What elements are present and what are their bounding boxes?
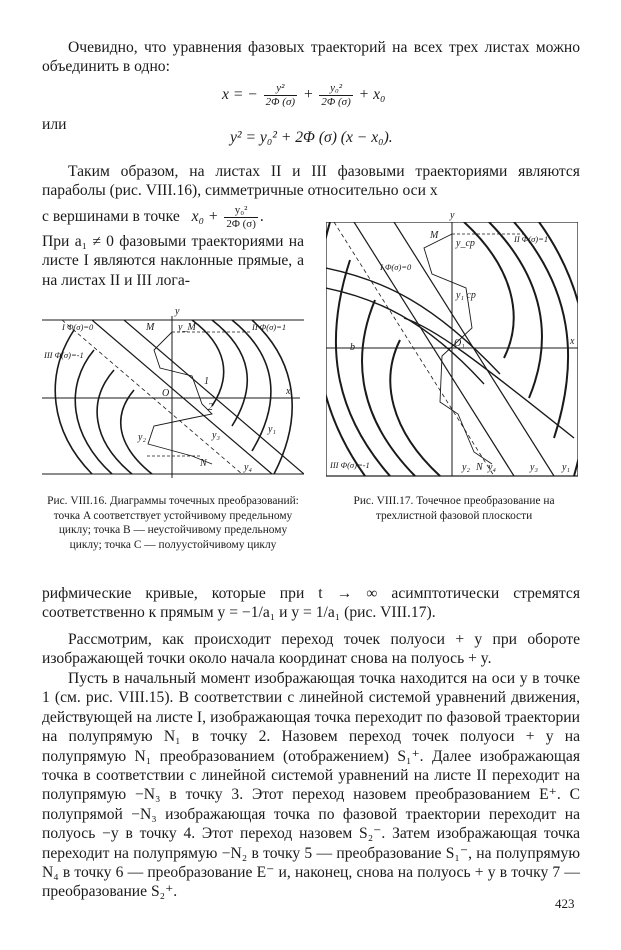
paragraph-4: Пусть в начальный момент изображающая точка находится на оси y в точке 1 (см. рис. VIII.15). В соответствии с линейной системой уравнений движения, действующей на листе I, изображающая точка переходит по фазовой траектории на полупрямую N₁ в точку 2. Назовем переход точек полуоси + y на полупрямую N₁ преобразованием (отображением) S₁⁺. Далее изображающая точка в соответствии с линейной системой уравнений на листе II переходит на полупрямую −N₃ в точку 3. Этот переход назовем преобразованием E⁺. С полупрямой −N₃ изображающая точка по фазовой траектории переходит на полуось −y в точку 4. Этот переход назовем S₂⁻. Затем изображающая точка переходит на полупрямую −N₂ в точку 5 — преобразование S₁⁻, на полупрямую N₄ в точку 6 — преобразование E⁻ и, наконец, снова на полуось + y в точку 7 — преобразование S₂⁺. <box>42 670 580 901</box>
fig17-sheet3-label: III Φ(σ)=-1 <box>330 460 370 470</box>
fig16-point2-label: 2 <box>208 402 213 413</box>
fig17-y1-label: y₁ <box>562 462 570 473</box>
fig17-O1-label: O₁ <box>454 338 465 349</box>
fig16-y2-label: y₂ <box>138 432 146 443</box>
fig17-y4-label: y₄ <box>488 462 496 473</box>
fig16-sheet2-label: II Φ(σ)=1 <box>252 322 287 332</box>
fig16-O-label: O <box>162 388 170 399</box>
fig17-x-label: x <box>570 336 575 347</box>
caption-figure-viii-16: Рис. VIII.16. Диаграммы точечных преобразований: точка A соответствует устойчивому предельному циклу; точка B — неустойчивому предельному циклу; точка C — полуустойчивому циклу <box>47 495 299 551</box>
fig17-y1cp-label: y₁ ср <box>456 290 476 301</box>
vertex-x0: x₀ + <box>191 208 219 226</box>
fig16-sheet1-label: I Φ(σ)=0 <box>62 322 94 332</box>
fig17-sheet1-label: I Φ(σ)=0 <box>380 262 412 272</box>
fig17-y-label: y <box>450 210 455 221</box>
eq1-fraction-1 <box>264 82 297 109</box>
fig16-M-label: M <box>146 322 155 333</box>
paragraph-1-line3 <box>42 204 264 231</box>
figure-viii-17 <box>324 208 580 478</box>
eq1-lhs: x = − <box>222 86 258 104</box>
fig17-y3-label: y₃ <box>530 462 538 473</box>
intro-paragraph: Очевидно, что уравнения фазовых траекторий на всех трех листах можно объединить в одно: <box>42 39 580 76</box>
or-word: или <box>42 116 67 133</box>
eq1-den1: 2Φ (σ) <box>265 96 296 108</box>
vertex-end: . <box>259 208 264 226</box>
fig17-sheet2-label: II Φ(σ)=1 <box>514 234 549 244</box>
figure-viii-16 <box>42 306 304 488</box>
fig17-ycp-label: y_ср <box>456 238 475 249</box>
equation-1 <box>222 82 385 109</box>
caption-figure-viii-17: Рис. VIII.17. Точечное преобразование на трехлистной фазовой плоскости <box>353 495 555 522</box>
eq1-num1: y² <box>264 82 297 96</box>
fig16-y-label: y <box>175 306 180 317</box>
vertex-den: 2Φ (σ) <box>226 218 256 230</box>
fig16-y3-label: y₃ <box>212 430 220 441</box>
fig16-y1-label: y₁ <box>268 424 276 435</box>
fig16-x-label: x <box>286 386 291 397</box>
fig16-point1-label: 1 <box>204 376 209 387</box>
fig17-y2-label: y₂ <box>462 462 470 473</box>
fig17-M-label: M <box>430 230 439 241</box>
paragraph-2: рифмические кривые, которые при t → ∞ асимптотически стремятся соответственно к прямым y = −1/a₁ и y = 1/a₁ (рис. VIII.17). <box>42 585 580 622</box>
paragraph-1: Таким образом, на листах II и III фазовыми траекториями являются параболы (рис. VIII.16), симметричные относительно оси x <box>42 163 580 200</box>
eq1-plus: + <box>302 86 314 104</box>
vertex-text: с вершинами в точке <box>42 208 180 226</box>
paragraph-3: Рассмотрим, как происходит переход точек полуоси + y при обороте изображающей точки около начала координат снова на полуось + y. <box>42 631 580 668</box>
eq1-fraction-2 <box>319 82 352 109</box>
equation-2: y² = y₀² + 2Φ (σ) (x − x₀). <box>230 129 393 146</box>
eq1-tail: + x₀ <box>358 86 386 104</box>
page-number: 423 <box>555 896 575 911</box>
vertex-fraction <box>224 204 258 231</box>
fig17-N-label: N <box>476 462 483 473</box>
fig17-b-label: b <box>350 342 355 353</box>
paragraph-1-left: При a₁ ≠ 0 фазовыми траекториями на листе I являются наклонные прямые, а на листах II и III лога- <box>42 233 304 289</box>
vertex-num: y₀² <box>224 204 258 218</box>
fig16-yM-label: y_M <box>178 322 196 333</box>
eq1-den2: 2Φ (σ) <box>321 96 351 108</box>
fig16-y4-label: y₄ <box>244 462 252 473</box>
fig16-N-label: N <box>200 458 207 469</box>
fig16-sheet3-label: III Φ(σ)=-1 <box>44 350 84 360</box>
eq1-num2: y₀² <box>319 82 352 96</box>
